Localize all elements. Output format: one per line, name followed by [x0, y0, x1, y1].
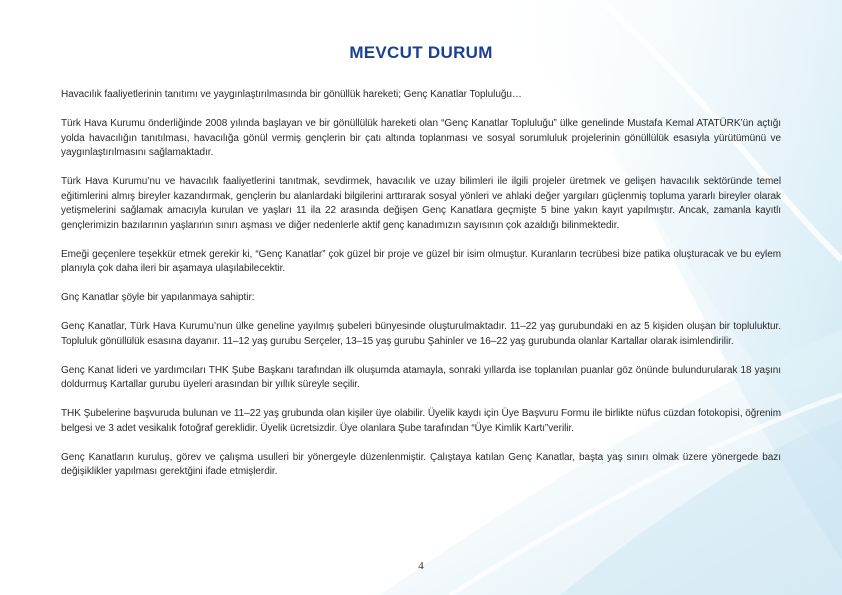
- paragraph: Genç Kanatların kuruluş, görev ve çalışma usulleri bir yönergeyle düzenlenmiştir. Çalıştaya katılan Genç Kanatlar, başta yaş sınırı olmak üzere yönergede bazı değişiklikler yapılması gerektğini ifade etmişlerdir.: [61, 451, 781, 477]
- paragraph: Havacılık faaliyetlerinin tanıtımı ve yaygınlaştırılmasında bir gönüllük hareketi; Genç Kanatlar Topluluğu…: [61, 89, 522, 100]
- paragraph: Genç Kanat lideri ve yardımcıları THK Şube Başkanı tarafından ilk oluşumda atamayla, sonraki yıllarda ise toplanılan puanlar göz önünde bulundurularak 18 yaşını doldurmuş Kartallar gurubu üyeleri arasından bir yıllık süreyle seçilir.: [61, 364, 781, 390]
- page-number: 4: [418, 560, 424, 572]
- paragraph: THK Şubelerine başvuruda bulunan ve 11–22 yaş grubunda olan kişiler üye olabilir. Üyelik kaydı için Üye Başvuru Formu ile birlikte nüfus cüzdan fotokopisi, öğrenim belgesi ve 3 adet vesikalık fotoğraf gereklidir. Üyelik ücretsizdir. Üye olanlara Şube tarafından “Üye Kimlik Kartı”verilir.: [61, 408, 781, 434]
- paragraph: Genç Kanatlar, Türk Hava Kurumu’nun ülke geneline yayılmış şubeleri bünyesinde oluşturulmaktadır. 11–22 yaş gurubundaki en az 5 kişiden oluşan bir topluluktur. Topluluk gönüllülük esasına dayanır. 11–12 yaş gurubu Serçeler, 13–15 yaş gurubu Şahinler ve 16–22 yaş gurubunda olanlar Kartallar olarak isimlendirilir.: [61, 321, 781, 347]
- paragraph: Gnç Kanatlar şöyle bir yapılanmaya sahiptir:: [61, 292, 255, 303]
- body-text: [61, 88, 781, 494]
- paragraph: Emeği geçenlere teşekkür etmek gerekir ki, “Genç Kanatlar” çok güzel bir proje ve güzel bir isim olmuştur. Kuranların tecrübesi bize patika oluşturacak ve bu eylem planıyla çok daha ileri bir aşamaya ulaşılabilecektir.: [61, 248, 781, 274]
- paragraph: Türk Hava Kurumu önderliğinde 2008 yılında başlayan ve bir gönüllülük hareketi olan “Genç Kanatlar Topluluğu” ülke genelinde Mustafa Kemal ATATÜRK’ün açtığı yolda havacılığın tanıtılması, havacılığa gönül vermiş gençlerin bir çatı altında toplanması ve sosyal sorumluluk projelerinin gönüllülük esasıyla yürütümünü ve yaygınlaştırılmasını sağlamaktadır.: [61, 118, 781, 158]
- paragraph: Türk Hava Kurumu’nu ve havacılık faaliyetlerini tanıtmak, sevdirmek, havacılık ve uzay bilimleri ile ilgili projeler üretmek ve gelişen havacılık sektöründe temel eğitimlerini almış bireyler kazandırmak, gençlerin bu alanlardaki bilgilerini arttırarak sosyal yönleri ve ahlaki değer yargıları güçlenmiş topluma yararlı bireyler olarak yetişmelerini sağlamak amacıyla kurulan ve yaşları 11 ila 22 arasında değişen Genç Kanatlara geçmişte 5 bine yakın kayıt yapılmıştır. Ancak, zamanla kayıtlı gençlerimizin bazılarının yaşlarının sınırı aşması ve diğer nedenlerle aktif genç kanadımızın sayısının çok azaldığı bilinmektedir.: [61, 176, 781, 231]
- page-title: MEVCUT DURUM: [349, 43, 493, 62]
